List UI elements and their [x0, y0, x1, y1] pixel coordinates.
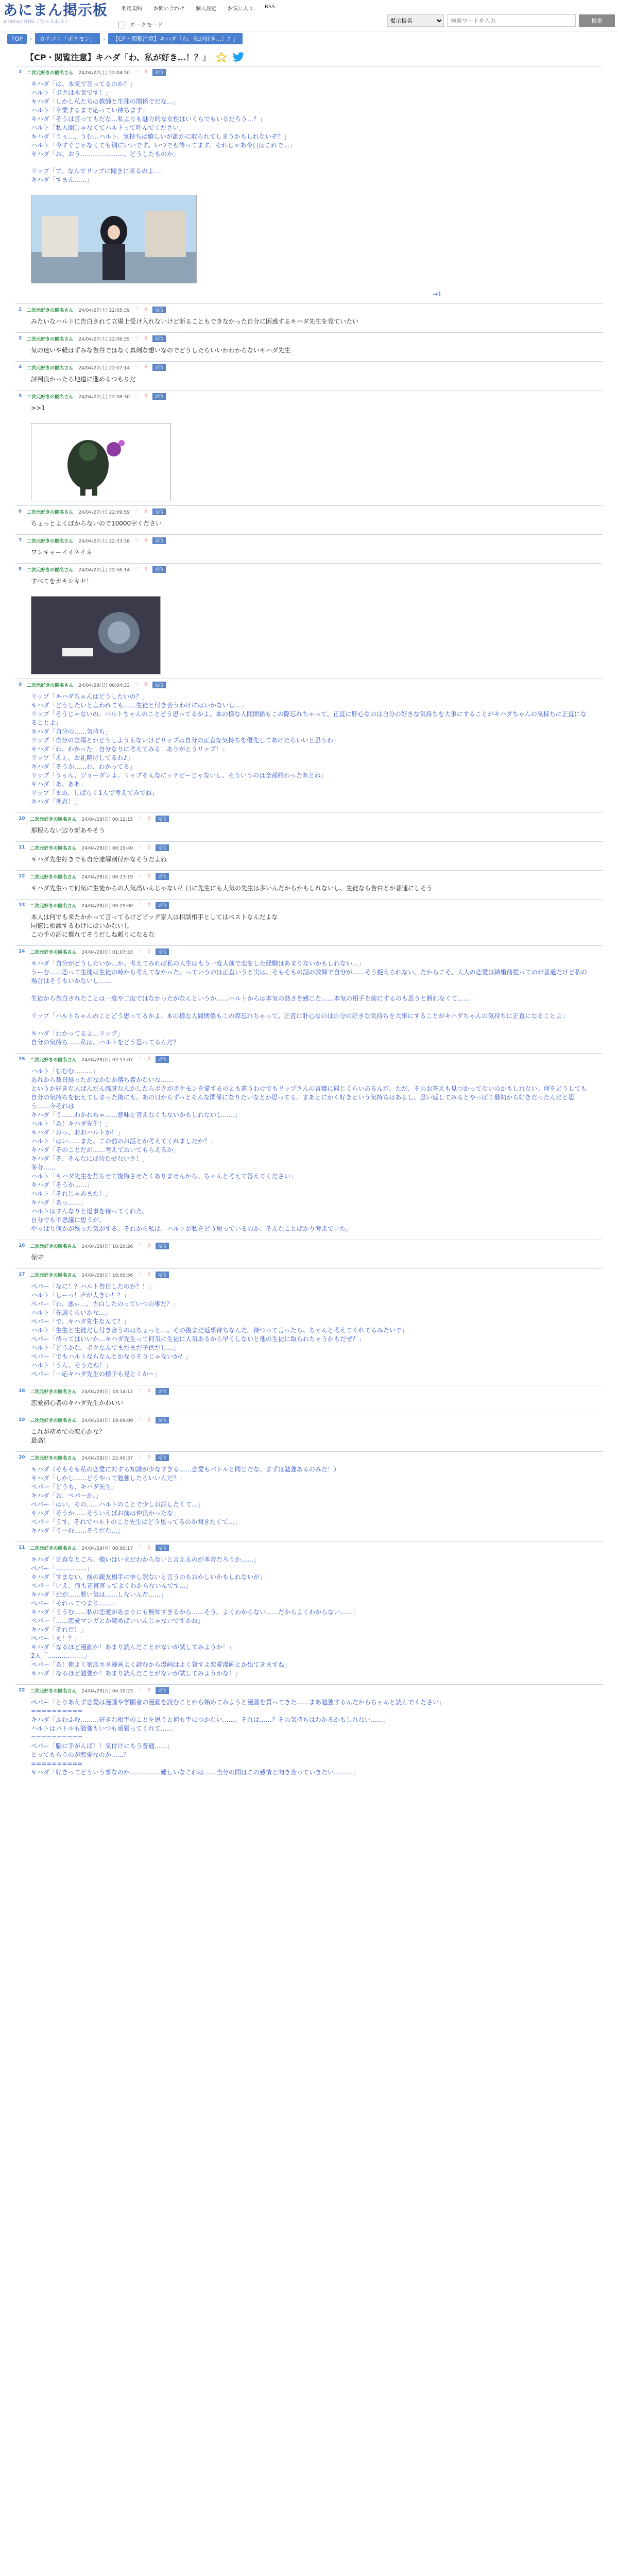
heart-icon[interactable]: ♡ [135, 567, 140, 572]
global-nav [122, 4, 275, 12]
reply-button[interactable]: 返信 [156, 1545, 169, 1551]
post-date: 24/04/28(日) 00:12:15 [81, 817, 133, 822]
post-number[interactable]: 12 [19, 874, 25, 879]
post-number[interactable]: 3 [19, 336, 22, 341]
post-author: 二次元好きの匿名さん [30, 1688, 77, 1694]
breadcrumb-top[interactable]: TOP [7, 34, 27, 44]
post-number[interactable]: 20 [19, 1455, 25, 1460]
post-number[interactable]: 19 [19, 1417, 25, 1422]
post-author: 二次元好きの匿名さん [30, 1455, 77, 1461]
dark-mode-checkbox[interactable] [118, 22, 125, 28]
twitter-icon[interactable] [232, 52, 245, 62]
post-header [15, 1269, 603, 1280]
reply-button[interactable]: 返信 [152, 393, 166, 400]
post-date: 24/04/27(土) 22:05:39 [78, 308, 130, 313]
post-author: 二次元好きの匿名さん [30, 845, 77, 851]
post-number[interactable]: 8 [19, 567, 22, 572]
post-author: 二次元好きの匿名さん [30, 1057, 77, 1063]
like-count: 0 [147, 1545, 151, 1550]
search-scope-select[interactable] [387, 14, 444, 27]
heart-icon[interactable]: ♡ [135, 509, 140, 514]
heart-icon[interactable]: ♡ [135, 307, 140, 312]
post-date: 24/04/28(日) 16:00:56 [81, 1273, 133, 1278]
post-number[interactable]: 21 [19, 1545, 25, 1550]
post-header [15, 304, 603, 315]
reply-button[interactable]: 返信 [152, 307, 166, 313]
post-author: 二次元好きの匿名さん [27, 510, 74, 515]
heart-icon[interactable]: ♡ [138, 1057, 143, 1062]
post [15, 1414, 603, 1451]
breadcrumb-category[interactable]: カテゴリ「ポケモン」 [35, 33, 100, 44]
thread-header [0, 46, 618, 66]
post-body: ワンキャーイイネイネ [31, 549, 92, 556]
post-header [15, 66, 603, 78]
post-date: 24/04/27(土) 22:07:14 [78, 365, 130, 371]
like-count: 0 [144, 394, 147, 399]
post [15, 303, 603, 332]
post-number[interactable]: 4 [19, 365, 22, 370]
post-body: 本人は何でも来たかかって言ってるけどビッグ家人は相談相手としてはベストなんだよな 同僚に相談するわけにはいかないし この手の話に慣れてそうだしね頼りになるな [31, 913, 278, 938]
post-header [15, 1240, 603, 1251]
post-author: 二次元好きの匿名さん [30, 903, 77, 909]
like-count: 0 [147, 1243, 151, 1248]
post [15, 66, 603, 303]
post-date: 24/04/28(日) 19:09:09 [81, 1418, 133, 1423]
post-header [15, 1414, 603, 1426]
post-date: 24/04/28(日) 18:14:12 [81, 1389, 133, 1395]
post-body: みたいなハルトに告白されて立場上受け入れないけど断ることもできなかった自分に困惑するキハダ先生を見ていたい [31, 318, 359, 325]
post-header [15, 946, 603, 957]
post-author: 二次元好きの匿名さん [30, 1273, 77, 1278]
post-number[interactable]: 5 [19, 394, 22, 399]
post-body: キハダ先生って何気に生徒からの人気高いんじゃない？日に先生にも人気の先生は多いんだからかもしれないし、生徒なら告白とか普通にしそう [31, 885, 433, 892]
post-header [15, 900, 603, 911]
like-count: 0 [144, 307, 147, 312]
post-author: 二次元好きの匿名さん [30, 1244, 77, 1249]
search-input[interactable] [447, 14, 576, 27]
heart-icon[interactable]: ♡ [138, 816, 143, 821]
reply-button[interactable]: 返信 [156, 1272, 169, 1278]
post-reply-link[interactable]: →1 [31, 291, 442, 298]
like-count: 0 [147, 1688, 151, 1693]
post-number[interactable]: 2 [19, 307, 22, 312]
post-header [15, 1054, 603, 1065]
thread-title: 【CP・閲覧注意】キハダ「わ、私が好き…！？」 [26, 53, 211, 62]
post-body: 保守 [31, 1254, 44, 1261]
post-body: キハダ「自分がどうしたいか…か。考えてみれば私の人生はもう一度人前で恋をした経験はあまりないかもしれない…」 うーむ……恋って生徒は生徒の時から考えてなかった、っていうのは正直いうと実は、そもそもの話の教師で自分が……そう捉えられない。だからこそ、大人の恋愛は結婚前提ってのが普通だけど私の場合はそうもいかないし…… 生徒から告白されたことは一度や二度ではなかったがなんというか……ハルトからは本気の熱さを感じた……本気の相手を前にするのも思うと断れなくて…… リップ「ハルトちゃんのことどう思ってるかよ。本の様な人間関係もこの際忘れちゃって。正直に肝心なのは自分の好きな気持ちを大事にすることがキハダちゃんの気持ちに正直になることよ」 キハダ「わかってるよ…リップ」 自分の気持ち……私は、ハルトをどう思ってるんだ？ [31, 960, 587, 1046]
post-number[interactable]: 10 [19, 816, 25, 821]
post-number[interactable]: 14 [19, 949, 25, 954]
like-count: 0 [147, 903, 151, 908]
post-header [15, 842, 603, 853]
post-date: 24/04/28(日) 02:51:07 [81, 1057, 133, 1063]
post-body: すべてをカキシキセ！！ [31, 578, 99, 585]
like-count: 0 [144, 365, 147, 370]
post-date: 24/04/27(土) 22:04:50 [78, 70, 130, 76]
post-image[interactable] [31, 423, 171, 501]
logo-subtitle: animan BBS（ちゃんねる） [3, 19, 71, 25]
heart-icon[interactable]: ♡ [138, 1272, 143, 1277]
like-count: 0 [147, 1388, 151, 1394]
post [15, 563, 603, 674]
post-body: 気の迷いや軽はずみな告白ではなく真剣な想いなのでどうしたらいいかわからないキハダ先生 [31, 347, 291, 354]
post-header [15, 506, 603, 517]
heart-icon[interactable]: ♡ [138, 1243, 143, 1248]
site-header [0, 0, 618, 31]
heart-icon[interactable]: ♡ [138, 845, 143, 850]
post-body: ペパー「とりあえず恋愛は漫画や学園者の漫画を読むことから始めてみようと漫画を買ってきた……まあ勉強するんだからちゃんと読んでください」 ========== キハダ「ふむふむ………好きな相手のことを思うと何も手につかない……。それは……？その気持ちはわかるかもしれない……」 ハルトはバトルも勉強もいつも頑張ってくれて…… ========== ペパー「脳に手がんぱ！！気付けにもう普通……」 とってもらうのが恋愛なのか……？ ========== キハダ「好きってどういう事なのか……………難しいなこれは……当分の間はこの感情と向き合っていきたい………」 [31, 1699, 445, 1776]
breadcrumb-thread[interactable]: 【CP・閲覧注意】キハダ「わ、私が好き…！？」 [108, 33, 243, 44]
post-body: >>1 [31, 404, 45, 412]
nav-contact[interactable]: お問い合わせ [153, 6, 184, 12]
post-body: キハダ「正直なところ、強いはいまだわからないと言えるのが本音だろうか……」 ペパー「……………」 キハダ「すまない。前の親友相手に申し訳ないと言うのもおかしいかもしれないが」 ペパー「いえ、俺も正直言ってよくわからないんです…」 キハダ「だが……悪い気は……しないんだ……」 ペパー「それってつまり……」 キハダ「ううむ……私の恋愛があまりにも無知すぎるから……そう、よくわからない……だからよくわからない……」 ペパー「……恋愛マンガとか読めばいいんじゃないですかね」 キハダ「それだ！」 ペパー「え！？」 キハダ「なるほど漫画か！あまり読んだことがないが試してみようか！」 2人「………………」 ペパー「あ！俺よく家族ネタ漫画よく読むから漫画はよく貸すよ恋愛漫画とか出てきますね」 キハダ「なるほど勉強か！あまり読んだことがないが試してみようかな！」 [31, 1556, 359, 1677]
post-header [15, 333, 603, 344]
star-icon[interactable] [216, 52, 227, 63]
post-number[interactable]: 7 [19, 538, 22, 543]
post [15, 1240, 603, 1268]
heart-icon[interactable]: ♡ [135, 682, 140, 687]
post-date: 24/04/28(日) 01:07:33 [81, 950, 133, 955]
logo-text[interactable]: あにまん掲示板 [3, 2, 108, 19]
heart-icon[interactable]: ♡ [138, 1417, 143, 1422]
post-list [0, 66, 618, 1783]
post [15, 1053, 603, 1240]
post-header [15, 1385, 603, 1397]
post-number[interactable]: 17 [19, 1272, 25, 1277]
post-date: 24/04/29(月) 04:10:23 [81, 1688, 133, 1694]
reply-button[interactable]: 返信 [156, 948, 169, 955]
like-count: 0 [144, 538, 147, 543]
heart-icon[interactable]: ♡ [138, 1455, 143, 1460]
post-body: 評判良かったら地道に進めるつもりだ [31, 376, 136, 383]
post-date: 24/04/27(土) 22:56:14 [78, 567, 130, 573]
post-header [15, 1542, 603, 1553]
heart-icon[interactable]: ♡ [138, 903, 143, 908]
post-body: リップ「キハダちゃんはどうしたいの？」 キハダ「どうしたいと言われても……生徒と付き合うわけにはいかないし…」 リップ「そうじゃないの。ハルトちゃんのことどう思ってるかよ。本の様な人間関係もこの際忘れちゃって。正直に肝心なのは自分の好きな気持ちを大事にすることがキハダちゃんの気持ちに正直になることよ」 キハダ「自分の……気持ち」 リップ「自分の立場とかどうしようもないけどリップは自分の正直な気持ちを優先してあげたらいいと思うわ」 キハダ「わ、わかった！自分なりに考えてみる！ありがとうリップ！」 リップ「えぇ、お礼期待してるわ♪」 キハダ「そうか……わ、わかってる」 リップ「うぅん、ジョーダンよ。リップそんなにヶチビーじゃないし、そういうのは全部終わったあとね」 キハダ「あ、ああ」 リップ「まあ、しばらく1人で考えてみてね」 キハダ「押忍！」 [31, 693, 587, 805]
post-body: 恋愛初心者のキハダ先生かわいい [31, 1399, 124, 1406]
search-bar [387, 14, 615, 27]
post-body: キハダ「は、本気で言ってるのか？」 ハルト「ボクは本気です！」 キハダ「しかし私たちは教師と生徒の関係でだな…」 ハルト「卒業するまで応ってい待ちます」 キハダ「そうは言ってもだな…私よりも魅力的な女性はいくらでもいるだろう…？」 ハルト「私入間じゃなくてハルトって呼んでください」 キハダ「うぅ…、うむ…ハルト、気持ちは嬉しいが誰かに取られてしまうかもしれないぞ？」 ハルト「今すぐじゃなくても別にいいです。いつでも待ってます。それじゃあ今日はこれで…」 キハダ「お、おう…………………、どうしたものか」 [31, 80, 296, 158]
post-body: キハダ（そもそも私の恋愛に対する知識が少なすぎる……恋愛もバトルと同じだな。まずは勉強あるのみだ！） キハダ「しかし……どうやって勉強したらいいんだ？」 ペパー「どうも、キハダ先生」 キハダ「お、ペパーか。」 ペパー「はい。その……ハルトのことで少しお話したくて…」 キハダ「そうか……そういえばお前は仲良かったな」 ペパー「うす。それでハルトのこと先生はどう思ってるのか聞きたくて…」 キハダ「うーむ……そうだな…」 [31, 1466, 340, 1534]
nav-favorites[interactable]: お気に入り [228, 6, 253, 12]
post-author: 二次元好きの匿名さん [30, 1546, 77, 1551]
post-header [15, 1685, 603, 1696]
post-header [15, 1452, 603, 1463]
like-count: 0 [144, 509, 147, 514]
reply-button[interactable]: 返信 [156, 902, 169, 909]
post-date: 24/04/27(土) 22:09:59 [78, 510, 130, 515]
like-count: 0 [144, 70, 147, 75]
post-header [15, 871, 603, 882]
post-author: 二次元好きの匿名さん [27, 308, 74, 313]
like-count: 0 [147, 845, 151, 850]
post-number[interactable]: 18 [19, 1388, 25, 1394]
post-author: 二次元好きの匿名さん [30, 874, 77, 880]
post [15, 505, 603, 534]
post-image[interactable] [31, 195, 197, 283]
post-body: ペパー「なに！？ハルト告白したのか？！」 ハルト「しーっ！声が大きい！？」 ペパー「わ、悪ぃ…、告白したのっていつの事だ？」 ハルト「先週くらいかな…」 ペパー「で、キハダ先生なんて？」 ハルト「生生と生徒だし付き合うのはちょっと…。その後まだ返事待ちなんだ。待つって言ったら、ちゃんと考えてくれてるみたいで」 ペパー「待ってはいいか…キハダ先生って何気に生徒に人気あるから早くしないと他の生徒に取られちゃうかもだぜ？」 ハルト「どうかな。ボクなんてまだまだ子供だし…」 ペパー「でもハルトならなんとかなりそうじゃないか？」 ハルト「うん、そうだね！」 ペパー「一応キハダ先生の様子も見とくか～」 [31, 1283, 408, 1378]
like-count: 0 [147, 1272, 151, 1277]
post-body: ハルト「むむむ………」 あれから数日経ったがなかなか落ち着かないな…… というか好きな人ばんだん感覚なんかしたらボクがポケモンを愛するのとも違うわけでもリップさんの言葉に同じくらいあるんだ。ただ、そのお答えも見つかってないのかもしれない。何をどうしても自分の気持ちを伝えてしまった後にも、あの日からずっとそんな関係になりたいなとか思ってる。まあとにかく好きという気持ちはあるし、思い返してみるとやっぱり最初から好きだったんだと思う……今それは キハダ「う……わかれちゃ……意味と言えなくもないかもしれないし……」 ハルト「あ！キハダ先生！」 キハダ「おっ、おおハルトか！」 ハルト「はい……また、この前のお話とか考えてくれましたか？」 キハダ「そのことだが……考えておいてもらえるか」 キハダ「そ、そんなには待たせないさ！」 多分…… ハルト「キハダ先生を焦らせて後悔させたくありませんから。ちゃんと考えて答えてください」 キハダ「そうか……」 ハルト「それじゃあまた！」 キハダ「あっ……」 ハルトはすんなりと返事を待ってくれた。 自分でも不思議に思うが、 やっぱり何かが残った気がする。それから私は、ハルトが私をどう思っているのか、そんなことばかり考えていた。 [31, 1067, 587, 1232]
post-header [15, 362, 603, 373]
post-author: 二次元好きの匿名さん [27, 70, 74, 76]
heart-icon[interactable]: ♡ [135, 394, 140, 399]
heart-icon[interactable]: ♡ [138, 1388, 143, 1394]
post-author: 二次元好きの匿名さん [27, 683, 74, 688]
like-count: 0 [147, 816, 151, 821]
reply-button[interactable]: 返信 [156, 1454, 169, 1461]
post-author: 二次元好きの匿名さん [30, 817, 77, 822]
post [15, 841, 603, 870]
post-author: 二次元好きの匿名さん [30, 1418, 77, 1423]
post-image[interactable] [31, 596, 161, 674]
post [15, 1268, 603, 1385]
post-number[interactable]: 11 [19, 845, 25, 850]
nav-rss[interactable]: RSS [265, 4, 275, 10]
heart-icon[interactable]: ♡ [138, 949, 143, 954]
post-date: 24/04/27(土) 22:06:35 [78, 336, 130, 342]
post [15, 390, 603, 501]
post-number[interactable]: 22 [19, 1688, 25, 1693]
post-date: 24/04/28(日) 00:23:19 [81, 874, 133, 880]
heart-icon[interactable]: ♡ [138, 1688, 143, 1693]
reply-button[interactable]: 返信 [156, 816, 169, 822]
reply-button[interactable]: 返信 [152, 69, 166, 76]
reply-button[interactable]: 返信 [156, 1243, 169, 1249]
post-date: 24/04/28(日) 00:19:40 [81, 845, 133, 851]
like-count: 0 [147, 949, 151, 954]
like-count: 0 [147, 874, 151, 879]
dark-mode-toggle[interactable] [118, 21, 163, 29]
post [15, 534, 603, 563]
like-count: 0 [144, 567, 147, 572]
post-body-continued: リップ「で、なんでリップに聞きに来るのよ…」 キハダ「すまん……」 [31, 167, 166, 183]
heart-icon[interactable]: ♡ [138, 1545, 143, 1550]
post-date: 24/04/29(月) 00:00:17 [81, 1546, 133, 1551]
post-date: 24/04/28(日) 00:29:00 [81, 903, 133, 909]
post [15, 812, 603, 841]
post-body: これが初めての恋心かな？ 最高！ [31, 1428, 106, 1444]
search-button[interactable]: 検索 [579, 14, 615, 27]
post-header [15, 679, 603, 690]
post [15, 1385, 603, 1414]
dark-mode-label: ダークモード [129, 22, 163, 28]
post-author: 二次元好きの匿名さん [27, 538, 74, 544]
post [15, 870, 603, 899]
reply-button[interactable]: 返信 [156, 1687, 169, 1694]
post-header [15, 535, 603, 546]
post-author: 二次元好きの匿名さん [30, 950, 77, 955]
reply-button[interactable]: 返信 [152, 364, 166, 371]
reply-button[interactable]: 返信 [156, 1388, 169, 1395]
reply-button[interactable]: 返信 [156, 873, 169, 880]
reply-button[interactable]: 返信 [156, 1056, 169, 1063]
post [15, 332, 603, 361]
post-author: 二次元好きの匿名さん [27, 394, 74, 400]
reply-button[interactable]: 返信 [152, 537, 166, 544]
post-date: 24/04/28(日) 10:20:26 [81, 1244, 133, 1249]
post-number[interactable]: 13 [19, 903, 25, 908]
reply-button[interactable]: 返信 [152, 682, 166, 688]
like-count: 0 [147, 1057, 151, 1062]
heart-icon[interactable]: ♡ [135, 365, 140, 370]
post-body: ちょっとよくばからないので10000字ください [31, 520, 162, 527]
heart-icon[interactable]: ♡ [135, 538, 140, 543]
post-number[interactable]: 6 [19, 509, 22, 514]
post-body: キハダ先生好きでも自分達解剖付かなそうだよね [31, 856, 167, 863]
like-count: 0 [147, 1417, 151, 1422]
post-header [15, 813, 603, 824]
post-author: 二次元好きの匿名さん [30, 1389, 77, 1395]
reply-button[interactable]: 返信 [156, 844, 169, 851]
post-number[interactable]: 1 [19, 70, 22, 75]
post-number[interactable]: 9 [19, 682, 22, 687]
reply-button[interactable]: 返信 [156, 1417, 169, 1423]
like-count: 0 [147, 1455, 151, 1460]
post-number[interactable]: 16 [19, 1243, 25, 1248]
post-header [15, 391, 603, 402]
post-author: 二次元好きの匿名さん [27, 336, 74, 342]
post-author: 二次元好きの匿名さん [27, 567, 74, 573]
post-date: 24/04/28(日) 22:40:37 [81, 1455, 133, 1461]
like-count: 0 [144, 336, 147, 341]
breadcrumb [0, 31, 618, 46]
post-header [15, 564, 603, 575]
post [15, 1451, 603, 1541]
post [15, 361, 603, 390]
post-date: 24/04/27(土) 22:33:38 [78, 538, 130, 544]
like-count: 0 [144, 682, 147, 687]
chevron-right-icon: › [30, 35, 32, 42]
post-date: 24/04/27(土) 22:08:30 [78, 394, 130, 400]
post-author: 二次元好きの匿名さん [27, 365, 74, 371]
nav-settings[interactable]: 個人設定 [196, 6, 216, 12]
post [15, 1684, 603, 1783]
post-date: 24/04/28(日) 00:04:33 [78, 683, 130, 688]
post [15, 899, 603, 945]
post [15, 945, 603, 1053]
chevron-right-icon: › [102, 35, 106, 42]
heart-icon[interactable]: ♡ [135, 336, 140, 341]
nav-terms[interactable]: 利用規約 [122, 6, 142, 12]
heart-icon[interactable]: ♡ [135, 70, 140, 75]
reply-button[interactable]: 返信 [152, 566, 166, 573]
site-logo[interactable] [3, 2, 108, 25]
post-number[interactable]: 15 [19, 1057, 25, 1062]
reply-button[interactable]: 返信 [152, 509, 166, 515]
heart-icon[interactable]: ♡ [138, 874, 143, 879]
post [15, 679, 603, 812]
post [15, 1541, 603, 1684]
post-body: 那根らない辺り新あやそう [31, 827, 106, 834]
reply-button[interactable]: 返信 [152, 335, 166, 342]
